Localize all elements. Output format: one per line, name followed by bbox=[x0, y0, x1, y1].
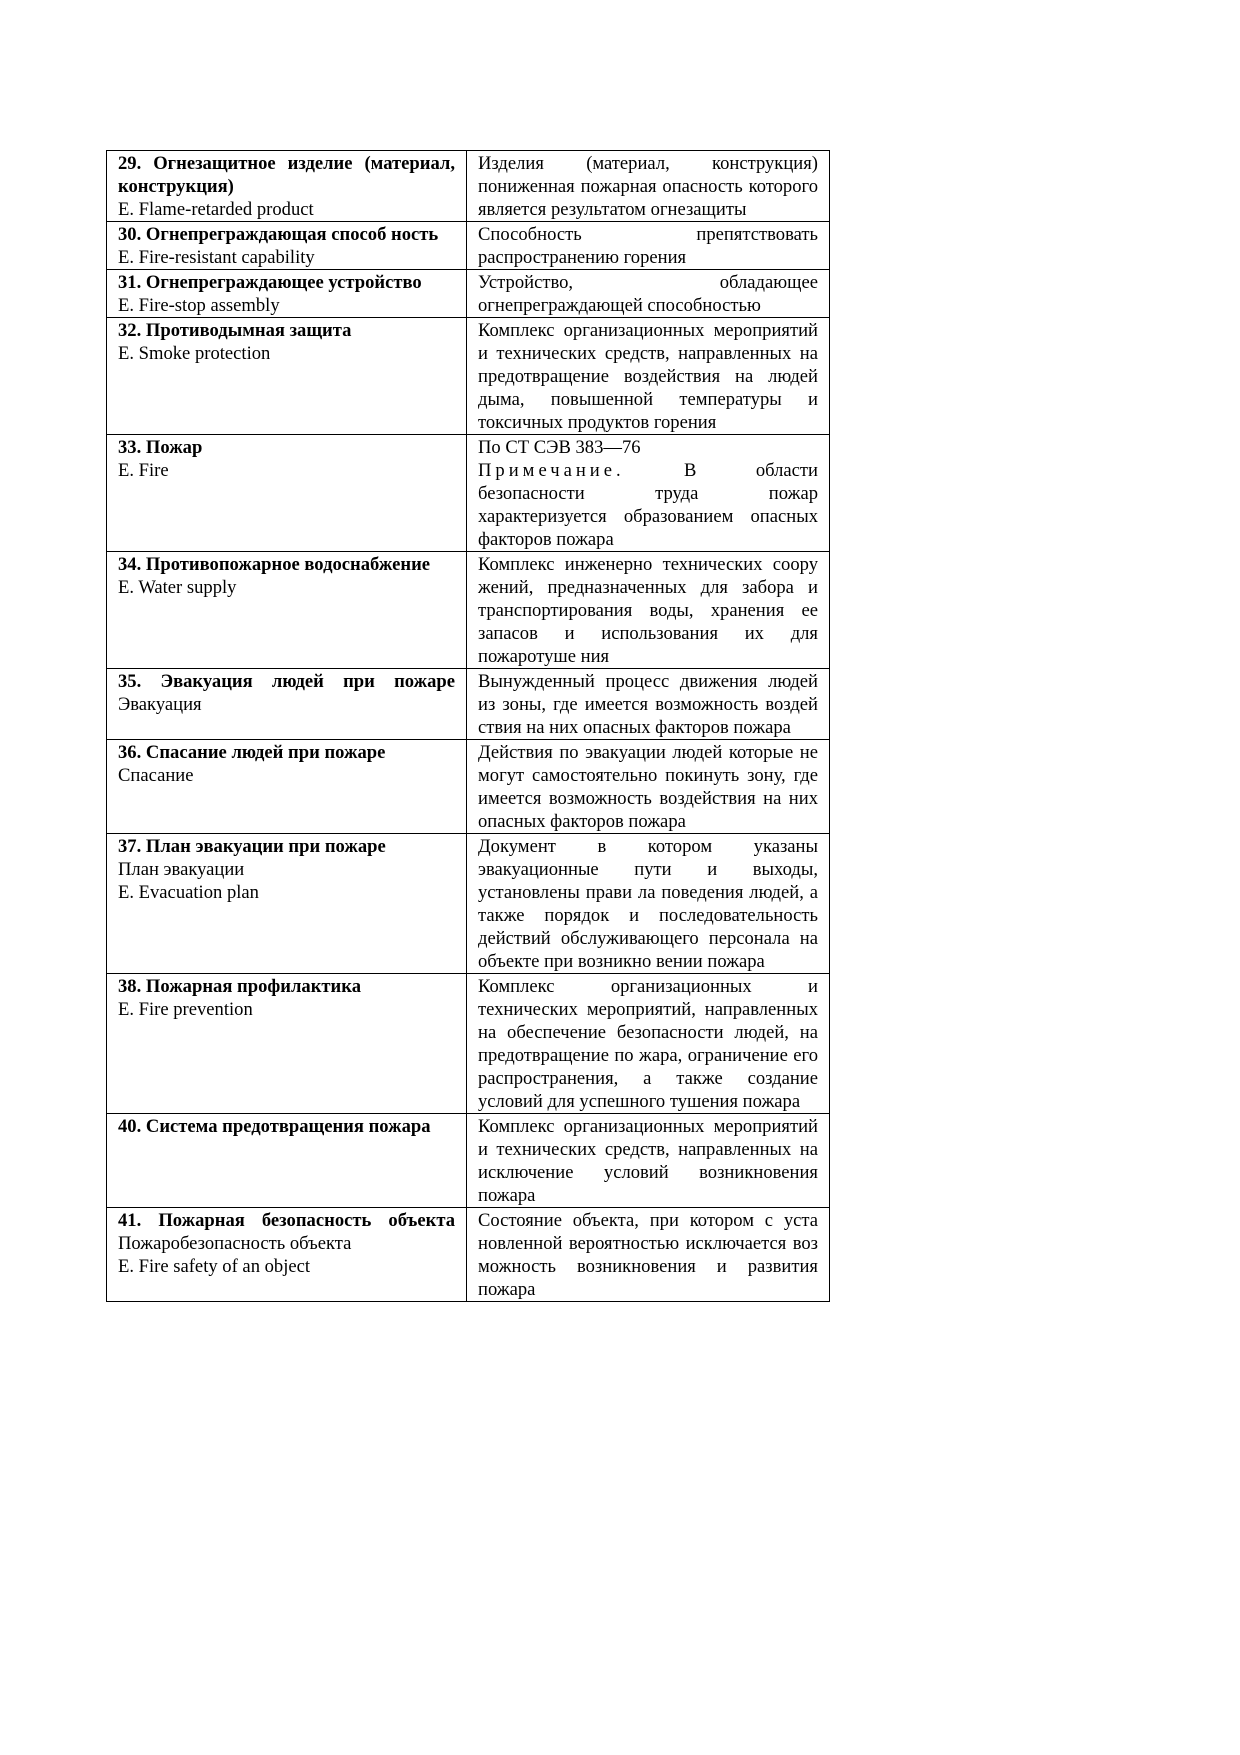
table-row bbox=[107, 222, 830, 270]
term-number: 31. bbox=[118, 272, 142, 293]
term-name: Противодымная защита bbox=[145, 320, 352, 341]
term-definition: Комплекс организационных мероприятий и технических средств, направленных на предотвращение воздействия на людей дыма, повышенной температуры и токсичных продуктов горения bbox=[478, 320, 818, 433]
term-cell bbox=[107, 1208, 467, 1302]
term-name: Огнезащитное изделие (материал, конструкция) bbox=[118, 153, 455, 197]
term-cell bbox=[107, 974, 467, 1114]
term-definition: Комплекс инженерно технических соору жений, предназначенных для забора и транспортирования воды, хранения ее запасов и использования их для пожаротуше ния bbox=[478, 554, 818, 667]
term-number: 35. bbox=[118, 671, 142, 692]
term-name: Пожар bbox=[145, 437, 203, 458]
term-english: E. Fire safety of an object bbox=[118, 1256, 311, 1277]
term-name: Противопожарное водоснабжение bbox=[145, 554, 431, 575]
terms-table bbox=[106, 150, 830, 1302]
term-number: 38. bbox=[118, 976, 142, 997]
definition-cell bbox=[467, 834, 830, 974]
definition-cell bbox=[467, 552, 830, 669]
term-definition: Вынужденный процесс движения людей из зоны, где имеется возможность воздей ствия на них опасных факторов пожара bbox=[478, 671, 818, 738]
definition-cell bbox=[467, 740, 830, 834]
term-cell bbox=[107, 270, 467, 318]
term-cell bbox=[107, 151, 467, 222]
definition-cell bbox=[467, 669, 830, 740]
definition-cell bbox=[467, 151, 830, 222]
term-number: 32. bbox=[118, 320, 142, 341]
term-english: E. Evacuation plan bbox=[118, 882, 259, 903]
table-row bbox=[107, 435, 830, 552]
term-definition: Комплекс организационных мероприятий и технических средств, направленных на исключение условий возникновения пожара bbox=[478, 1116, 818, 1206]
term-english: E. Water supply bbox=[118, 577, 237, 598]
definition-cell bbox=[467, 318, 830, 435]
term-name: Спасание людей при пожаре bbox=[145, 742, 386, 763]
term-english: E. Smoke protection bbox=[118, 343, 271, 364]
term-english: E. Flame-retarded product bbox=[118, 199, 314, 220]
table-row bbox=[107, 740, 830, 834]
term-synonym: Пожаробезопасность объекта bbox=[118, 1233, 352, 1254]
term-number: 34. bbox=[118, 554, 142, 575]
term-name: План эвакуации при пожаре bbox=[145, 836, 386, 857]
term-name: Огнепреграждающая способ ность bbox=[145, 224, 439, 245]
term-name: Пожарная профилактика bbox=[145, 976, 361, 997]
table-row bbox=[107, 1114, 830, 1208]
term-name: Система предотвращения пожара bbox=[145, 1116, 431, 1137]
definition-cell bbox=[467, 974, 830, 1114]
table-row bbox=[107, 834, 830, 974]
term-english: E. Fire bbox=[118, 460, 169, 481]
term-english: E. Fire-resistant capability bbox=[118, 247, 315, 268]
term-number: 33. bbox=[118, 437, 142, 458]
note-label: Примечание. bbox=[478, 460, 625, 481]
term-number: 41. bbox=[118, 1210, 142, 1231]
term-definition: Устройство, обладающее огнепреграждающей способностью bbox=[478, 272, 818, 316]
term-name: Пожарная безопасность объекта bbox=[158, 1210, 455, 1231]
term-synonym: Спасание bbox=[118, 765, 194, 786]
term-synonym: План эвакуации bbox=[118, 859, 245, 880]
term-cell bbox=[107, 1114, 467, 1208]
term-definition: Документ в котором указаны эвакуационные пути и выходы, установлены прави ла поведения людей, а также порядок и последовательность действий обслуживающего персонала на объекте при возникно вении пожара bbox=[478, 836, 818, 972]
term-definition: По СТ СЭВ 383—76 bbox=[478, 437, 641, 458]
term-definition: Комплекс организационных и технических мероприятий, направленных на обеспечение безопасности людей, на предотвращение по жара, ограничение его распространения, а также создание условий для успешного тушения пожара bbox=[478, 976, 818, 1112]
table-row bbox=[107, 151, 830, 222]
term-definition: Способность препятствовать распространению горения bbox=[478, 224, 818, 268]
note-text: В области безопасности труда пожар характеризуется образованием опасных факторов пожара bbox=[478, 460, 818, 550]
term-number: 29. bbox=[118, 153, 142, 174]
definition-cell bbox=[467, 1208, 830, 1302]
definition-cell bbox=[467, 270, 830, 318]
term-cell bbox=[107, 669, 467, 740]
table-row bbox=[107, 974, 830, 1114]
term-name: Огнепреграждающее устройство bbox=[145, 272, 422, 293]
term-cell bbox=[107, 318, 467, 435]
term-cell bbox=[107, 222, 467, 270]
table-row bbox=[107, 669, 830, 740]
term-number: 36. bbox=[118, 742, 142, 763]
term-definition: Действия по эвакуации людей которые не могут самостоятельно покинуть зону, где имеется возможность воздействия на них опасных факторов пожара bbox=[478, 742, 818, 832]
definition-cell bbox=[467, 435, 830, 552]
term-number: 30. bbox=[118, 224, 142, 245]
term-cell bbox=[107, 552, 467, 669]
term-cell bbox=[107, 435, 467, 552]
table-row bbox=[107, 318, 830, 435]
table-row bbox=[107, 552, 830, 669]
term-number: 37. bbox=[118, 836, 142, 857]
term-name: Эвакуация людей при пожаре bbox=[160, 671, 455, 692]
definition-cell bbox=[467, 222, 830, 270]
term-definition: Состояние объекта, при котором с уста новленной вероятностью исключается воз можность возникновения и развития пожара bbox=[478, 1210, 818, 1300]
term-english: E. Fire-stop assembly bbox=[118, 295, 280, 316]
table-row bbox=[107, 270, 830, 318]
term-english: E. Fire prevention bbox=[118, 999, 253, 1020]
term-cell bbox=[107, 740, 467, 834]
definition-cell bbox=[467, 1114, 830, 1208]
term-cell bbox=[107, 834, 467, 974]
table-row bbox=[107, 1208, 830, 1302]
term-definition: Изделия (материал, конструкция) пониженная пожарная опасность которого является результатом огнезащиты bbox=[478, 153, 818, 220]
term-number: 40. bbox=[118, 1116, 142, 1137]
term-synonym: Эвакуация bbox=[118, 694, 202, 715]
